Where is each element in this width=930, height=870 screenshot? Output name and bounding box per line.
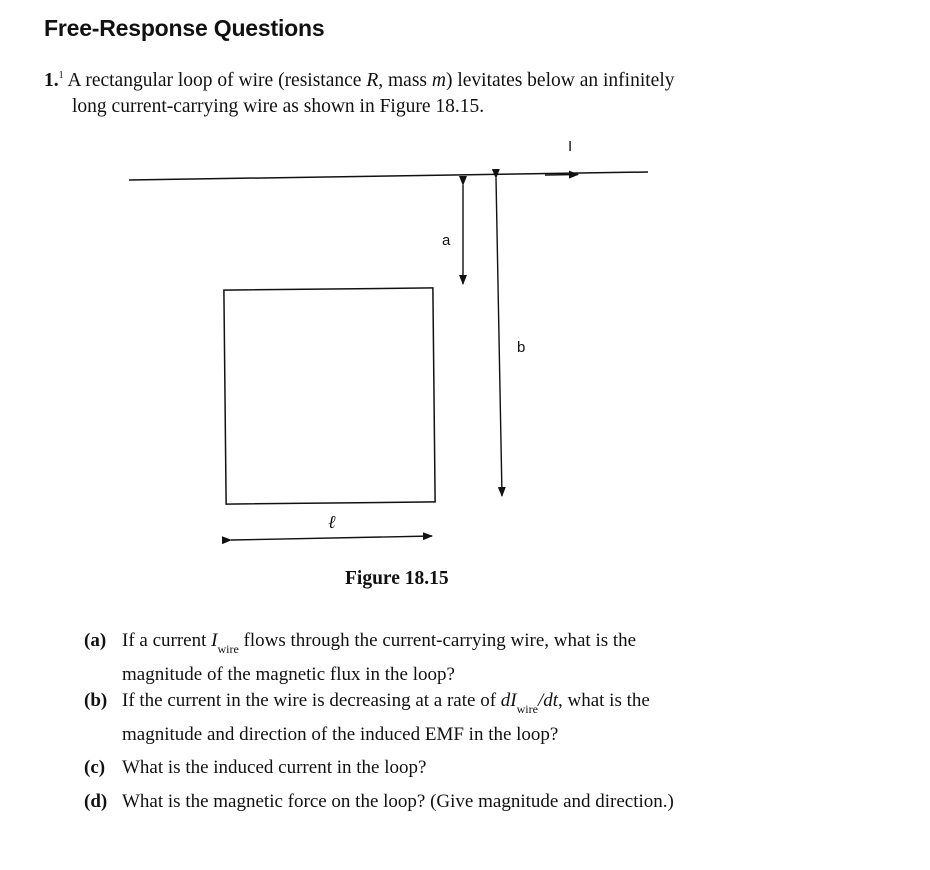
footnote-marker: 1 — [58, 70, 64, 81]
problem-number: 1. — [44, 70, 59, 91]
resistance-symbol: R — [366, 70, 379, 91]
problem-text-2: long current-carrying wire as shown in Figure 18.15. — [72, 96, 485, 117]
question-a-label: (a) — [84, 630, 107, 651]
dimension-l-label: ℓ — [328, 512, 336, 532]
figure-caption: Figure 18.15 — [345, 568, 449, 589]
current-wire — [129, 172, 648, 180]
dimension-a-label: a — [442, 232, 451, 249]
dimension-l-arrow — [231, 536, 432, 540]
rate-symbol-dt: /dt — [537, 690, 558, 711]
dimension-b-arrow — [496, 178, 502, 496]
section-heading: Free-Response Questions — [44, 15, 325, 41]
problem-text-1c: ) levitates below an infinitely — [445, 70, 675, 91]
question-b-label: (b) — [84, 690, 108, 711]
question-b — [84, 688, 724, 747]
wire-subscript: wire — [516, 702, 538, 716]
question-a-text-pre: If a current — [122, 630, 212, 651]
wire-loop — [224, 288, 435, 504]
rate-symbol: dI — [500, 690, 517, 711]
question-b-text-2: magnitude and direction of the induced EMF in the loop? — [122, 724, 559, 745]
question-b-text-post: , what is the — [558, 690, 650, 711]
mass-symbol: m — [431, 70, 446, 91]
dimension-b-label: b — [517, 339, 526, 356]
question-a — [84, 628, 724, 687]
question-c — [84, 755, 724, 780]
question-d — [84, 789, 784, 814]
question-d-label: (d) — [84, 791, 108, 812]
question-c-label: (c) — [84, 757, 106, 778]
question-b-text-pre: If the current in the wire is decreasing at a rate of — [122, 690, 501, 711]
current-direction-arrow — [545, 175, 578, 176]
wire-subscript: wire — [217, 642, 239, 656]
current-label: I — [568, 138, 573, 155]
question-a-text-2: magnitude of the magnetic flux in the loop? — [122, 664, 455, 685]
question-d-text: What is the magnetic force on the loop? (Give magnitude and direction.) — [122, 791, 674, 812]
problem-text-1b: , mass — [378, 70, 432, 91]
problem-text-1a: A rectangular loop of wire (resistance — [67, 70, 367, 91]
current-symbol: I — [211, 630, 218, 651]
question-a-text-post: flows through the current-carrying wire, what is the — [238, 630, 637, 651]
question-c-text: What is the induced current in the loop? — [122, 757, 427, 778]
